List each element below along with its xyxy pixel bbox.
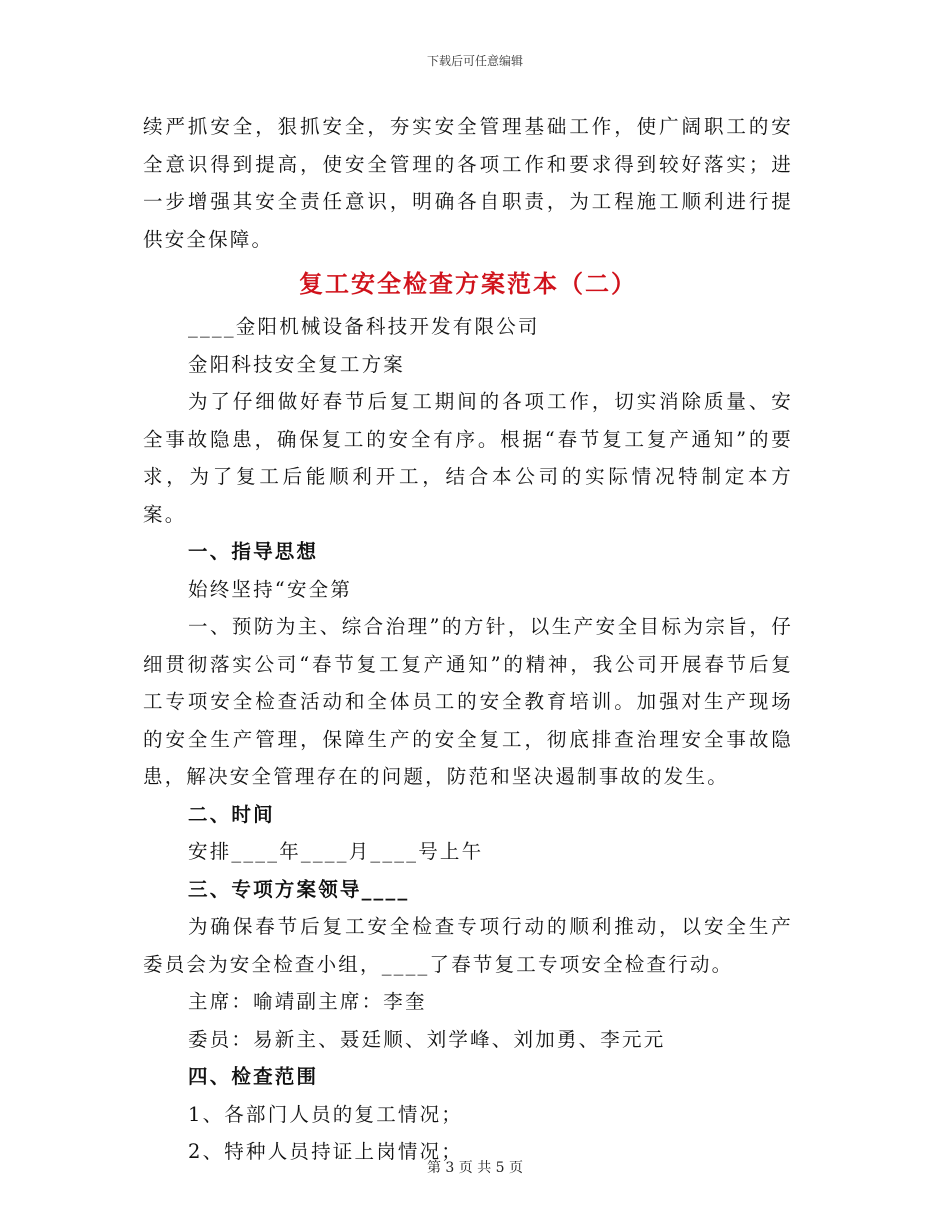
chair-line: 主席：喻靖副主席：李奎 [188, 990, 427, 1013]
members-line: 委员：易新主、聂廷顺、刘学峰、刘加勇、李元元 [188, 1027, 666, 1051]
page-footer: 第 3 页 共 5 页 [426, 1160, 524, 1176]
section1-body: 一、预防为主、综合治理”的方针，以生产安全目标为宗旨，仔细贯彻落实公司“春节复工复产通知”的精神，我公司开展春节后复工专项安全检查活动和全体员工的安全教育培训。加强对生产现场的安全生产管理，保障生产的安全复工，彻底排查治理安全事故隐患，解决安全管理存在的问题，防范和坚决遏制事故的发生。 [143, 615, 793, 788]
scope-item-2: 2、特种人员持证上岗情况； [188, 1140, 464, 1163]
purpose-paragraph: 为了仔细做好春节后复工期间的各项工作，切实消除质量、安全事故隐患，确保复工的安全有序。根据“春节复工复产通知”的要求，为了复工后能顺利开工，结合本公司的实际情况特制定本方案。 [143, 390, 793, 526]
page-header: 下载后可任意编辑 [426, 54, 523, 68]
section3-heading: 三、专项方案领导____ [188, 877, 410, 901]
intro-paragraph: 续严抓安全，狠抓安全，夯实安全管理基础工作，使广阔职工的安全意识得到提高，使安全管理的各项工作和要求得到较好落实；进一步增强其安全责任意识，明确各自职责，为工程施工顺利进行提供安全保障。 [143, 115, 793, 251]
document-body [143, 108, 793, 1171]
section3-body: 为确保春节后复工安全检查专项行动的顺利推动，以安全生产委员会为安全检查小组，____了春节复工专项安全检查行动。 [143, 915, 793, 976]
document-title: 复工安全检查方案范本（二） [299, 269, 637, 298]
section2-body: 安排____年____月____号上午 [188, 840, 484, 863]
plan-name: 金阳科技安全复工方案 [188, 352, 406, 376]
section2-heading: 二、时间 [188, 802, 275, 826]
section1-line1: 始终坚持“安全第 [188, 577, 353, 601]
section1-heading: 一、指导思想 [188, 540, 319, 563]
scope-item-1: 1、各部门人员的复工情况； [188, 1102, 464, 1126]
section4-heading: 四、检查范围 [188, 1065, 319, 1088]
company-line: ____金阳机械设备科技开发有限公司 [188, 315, 540, 338]
